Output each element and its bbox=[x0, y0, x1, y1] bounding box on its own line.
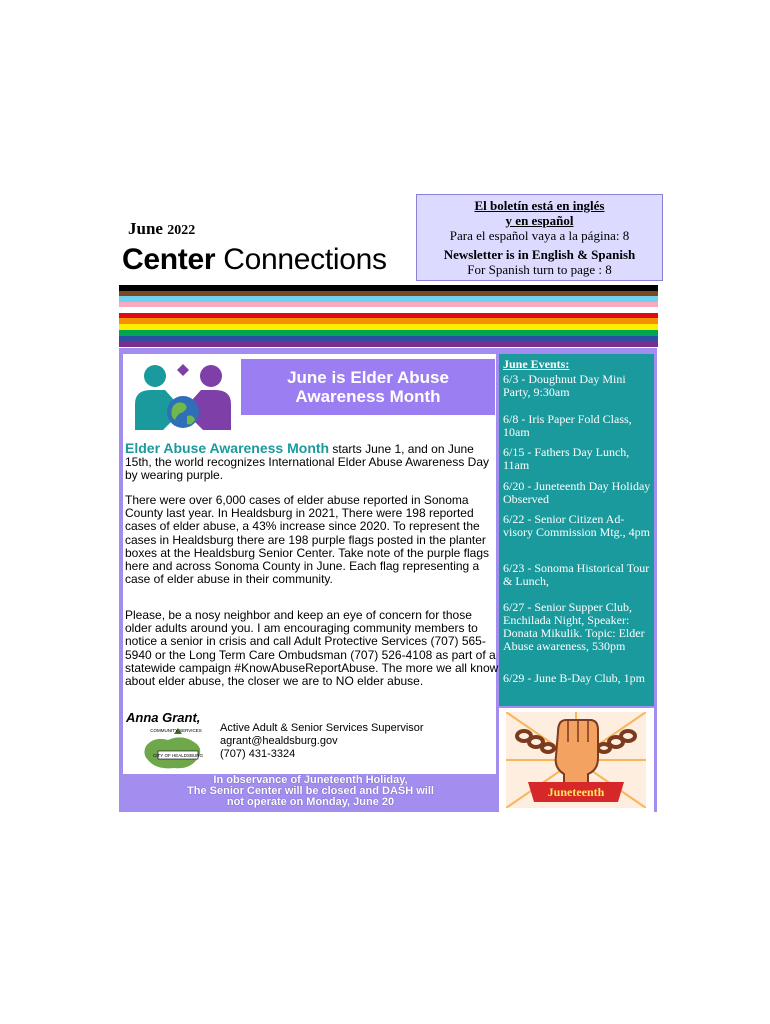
two-figures-globe-icon bbox=[133, 362, 233, 432]
pride-stripe bbox=[119, 341, 658, 347]
event-item: 6/22 - Senior Citizen Ad-visory Commission Mtg., 4pm bbox=[503, 512, 651, 539]
signature-phone: (707) 431-3324 bbox=[220, 748, 296, 760]
raised-fist-broken-chain-icon bbox=[506, 712, 646, 808]
title-rest: Connections bbox=[223, 243, 387, 276]
english-notice-line2: For Spanish turn to page : 8 bbox=[467, 262, 612, 277]
newsletter-title bbox=[122, 243, 387, 277]
events-heading: June Events: bbox=[503, 357, 570, 371]
heading-line1: June is Elder Abuse bbox=[287, 368, 449, 387]
notice-line3: not operate on Monday, June 20 bbox=[226, 796, 395, 808]
intro-highlight: Elder Abuse Awareness Month bbox=[125, 440, 330, 456]
event-item: 6/29 - June B-Day Club, 1pm bbox=[503, 671, 645, 685]
event-item: 6/27 - Senior Supper Club, Enchilada Night, Speaker: Donata Mikulik. Topic: Elder Abuse awareness, 530pm bbox=[503, 600, 645, 653]
statistics-paragraph: There were over 6,000 cases of elder abuse reported in Sonoma County last year. In Healdsburg in 2021, There were 198 reported cases of elder abuse, a 43% increase since 2020. To represent the cases in Healdsburg there are 198 purple flags posted in the planter boxes at the Healdsburg Senior Center. Take note of the purple flags here and across Sonoma County in June. Each flag representing a case of elder abuse in their community. bbox=[125, 493, 490, 587]
spanish-notice-line1: El boletín está en inglés bbox=[474, 198, 605, 213]
signature-title: Active Adult & Senior Services Supervisor bbox=[220, 722, 424, 734]
logo-top-text: COMMUNITY SERVICES bbox=[150, 728, 202, 733]
intro-paragraph bbox=[125, 442, 501, 483]
event-item: 6/23 - Sonoma Historical Tour & Lunch, bbox=[503, 561, 650, 588]
heading-line2: Awareness Month bbox=[295, 387, 441, 406]
event-item: 6/8 - Iris Paper Fold Class, 10am bbox=[503, 412, 632, 439]
spanish-notice-line2: y en español bbox=[505, 213, 574, 228]
event-item: 6/20 - Juneteenth Day Holiday Observed bbox=[503, 479, 651, 506]
spanish-notice-line3: Para el español vaya a la página: 8 bbox=[449, 228, 630, 243]
notice-line2: The Senior Center will be closed and DASH will bbox=[187, 785, 434, 797]
intro-rest: starts June 1, and on June 15th, the world recognizes International Elder Abuse Awareness Day by wearing purple. bbox=[125, 442, 489, 483]
notice-line1: In observance of Juneteenth Holiday, bbox=[213, 774, 408, 786]
english-notice-line1: Newsletter is in English & Spanish bbox=[443, 247, 636, 262]
article-heading bbox=[241, 359, 495, 415]
holiday-closure-notice bbox=[123, 775, 498, 811]
call-to-action-paragraph: Please, be a nosy neighbor and keep an eye of concern for those older adults around you. I am encouraging community members to notice a senior in crisis and call Adult Protective Services (707) 565-5940 or the Long Term Care Ombudsman (707) 526-4108 as part of a statewide campaign #KnowAbuseReportAbuse. The more we all know about elder abuse, the closer we are to NO elder abuse. bbox=[125, 608, 499, 689]
juneteenth-banner-text: Juneteenth bbox=[547, 785, 605, 799]
signature-name: Anna Grant, bbox=[126, 710, 201, 725]
logo-bottom-text: CITY OF HEALDSBURG bbox=[153, 753, 203, 758]
event-item: 6/3 - Doughnut Day Mini Party, 9:30am bbox=[503, 372, 626, 399]
signature-email[interactable]: agrant@healdsburg.gov bbox=[220, 735, 338, 747]
signature-details bbox=[220, 722, 424, 761]
language-notice-box bbox=[416, 194, 663, 281]
community-services-logo bbox=[134, 724, 214, 774]
year-label: 2022 bbox=[167, 223, 196, 238]
event-item: 6/15 - Fathers Day Lunch, 11am bbox=[503, 445, 630, 472]
issue-month bbox=[128, 219, 195, 239]
title-bold: Center bbox=[122, 243, 216, 276]
month-label: June bbox=[128, 219, 163, 238]
